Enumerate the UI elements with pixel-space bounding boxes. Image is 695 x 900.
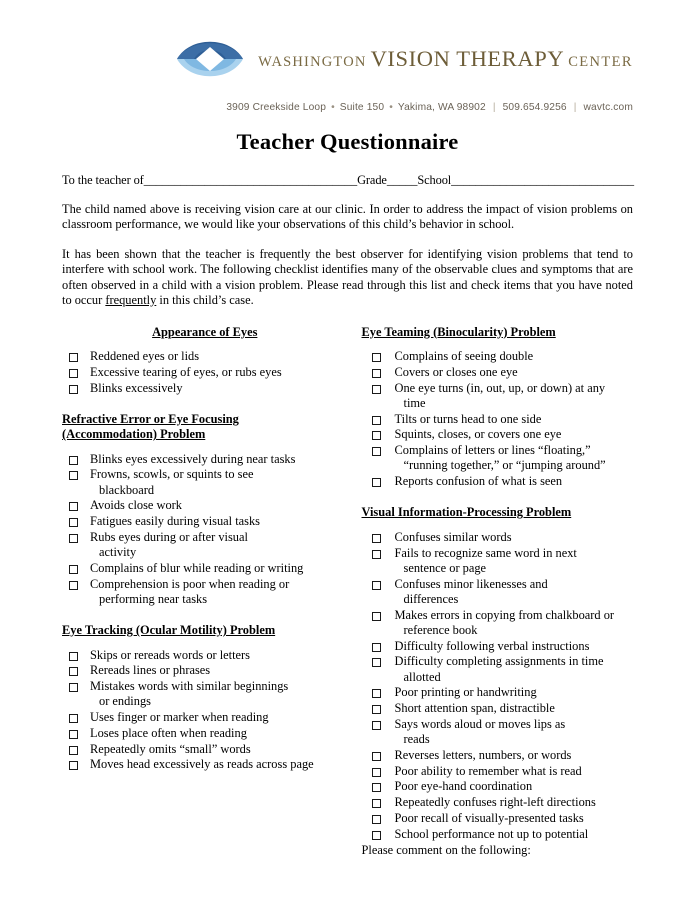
checkbox-icon[interactable] (372, 478, 381, 487)
label-grade: Grade (357, 173, 387, 187)
item-label (395, 764, 582, 779)
item-line1: Reports confusion of what is seen (394, 474, 563, 489)
item-label (90, 710, 269, 725)
list-item[interactable] (362, 779, 634, 794)
item-line1: Blinks eyes excessively during near tasks (90, 451, 296, 466)
item-line2: or endings (99, 694, 151, 709)
checkbox-icon[interactable] (372, 705, 381, 714)
list-item[interactable] (362, 654, 634, 685)
address-divider-1: | (492, 102, 496, 113)
list-item[interactable] (362, 639, 634, 654)
item-label (395, 577, 548, 608)
clinic-logo (174, 30, 633, 88)
item-line1: Reddened eyes or lids (90, 349, 200, 364)
checkbox-icon[interactable] (372, 643, 381, 652)
list-item[interactable] (362, 412, 634, 427)
section-heading-teaming: Eye Teaming (Binocularity) Problem (361, 324, 556, 339)
item-label (395, 685, 537, 700)
list-item[interactable] (62, 467, 338, 498)
checklist-appearance (62, 349, 338, 396)
checkbox-icon[interactable] (372, 534, 381, 543)
item-line1: Fatigues easily during visual tasks (90, 514, 261, 529)
item-label (90, 663, 210, 678)
checkbox-icon[interactable] (372, 431, 381, 440)
section-eye-teaming (362, 325, 634, 490)
item-label (90, 561, 303, 576)
checkbox-icon[interactable] (69, 714, 78, 723)
item-line1: One eye turns (in, out, up, or down) at any (394, 380, 606, 395)
item-line1: Avoids close work (90, 498, 182, 513)
checklist-tracking (62, 648, 338, 773)
item-line1: Repeatedly omits “small” words (90, 741, 251, 756)
checklist-left-column (62, 325, 348, 858)
checklist-refractive (62, 452, 338, 608)
address-divider-2: | (573, 102, 577, 113)
item-line1: Rereads lines or phrases (90, 663, 211, 678)
item-line2: activity (99, 545, 137, 560)
list-item[interactable] (62, 561, 338, 576)
item-label (90, 365, 282, 380)
item-label (395, 349, 534, 364)
list-item[interactable] (362, 827, 634, 842)
item-label (395, 639, 590, 654)
list-item[interactable] (62, 349, 338, 364)
checkbox-icon[interactable] (69, 730, 78, 739)
list-item[interactable] (62, 710, 338, 725)
list-item[interactable] (362, 764, 634, 779)
clinic-phone: 509.654.9256 (502, 102, 567, 113)
item-line1: Confuses similar words (394, 529, 512, 544)
eye-logo-icon (174, 30, 246, 88)
list-item[interactable] (362, 381, 634, 412)
grade-blank[interactable]: _____ (386, 173, 418, 187)
item-label (90, 349, 199, 364)
checkbox-icon[interactable] (372, 783, 381, 792)
item-line1: Complains of letters or lines “floating,” (394, 443, 591, 458)
section-heading-tracking: Eye Tracking (Ocular Motility) Problem (62, 623, 276, 638)
item-label (90, 757, 314, 772)
item-line1: Complains of seeing double (394, 349, 534, 364)
item-line2: performing near tasks (99, 591, 208, 606)
item-line2: “running together,” or “jumping around” (403, 458, 606, 473)
item-line1: Difficulty following verbal instructions (394, 638, 590, 653)
item-line1: Loses place often when reading (90, 725, 247, 740)
checkbox-icon[interactable] (372, 799, 381, 808)
intro-paragraph-2-part-a: It has been shown that the teacher is frequently the best observer for identifying vision problems that tend to interfere with school work. The following checklist identifies many of the observable clues and symptoms that are often observed in a child with a vision problem. Please read through this list and check items that you have noted to occur (62, 247, 633, 307)
item-label (90, 577, 289, 608)
item-label (395, 701, 555, 716)
item-line1: Mistakes words with similar beginnings (90, 679, 289, 693)
list-item[interactable] (62, 381, 338, 396)
section-visual-information-processing (362, 505, 634, 858)
logo-wordmark (258, 45, 633, 71)
item-line1: Poor printing or handwriting (394, 685, 537, 700)
list-item[interactable] (362, 365, 634, 380)
logo-line-center: CENTER (568, 53, 633, 70)
item-line1: Comprehension is poor when reading or (90, 576, 290, 591)
checkbox-icon[interactable] (372, 550, 381, 559)
item-label (90, 726, 247, 741)
address-city-state-zip: Yakima, WA 98902 (397, 102, 486, 113)
list-item[interactable] (362, 701, 634, 716)
item-line2: differences (403, 591, 459, 606)
checkbox-icon[interactable] (372, 752, 381, 761)
checkbox-icon[interactable] (69, 456, 78, 465)
school-blank[interactable]: ______________________________ (451, 173, 635, 187)
list-item[interactable] (62, 757, 338, 772)
item-line1: Tilts or turns head to one side (394, 411, 542, 426)
item-label (90, 498, 182, 513)
list-item[interactable] (362, 443, 634, 474)
item-line1: Difficulty completing assignments in time (394, 654, 604, 669)
item-line1: Blinks excessively (90, 380, 183, 395)
item-line2: reads (403, 732, 430, 746)
item-label (395, 779, 533, 794)
section-heading-refractive-line1: Refractive Error or Eye Focusing (62, 411, 239, 426)
section-eye-tracking (62, 623, 338, 772)
list-item[interactable] (362, 795, 634, 810)
clinic-website: wavtc.com (583, 102, 633, 113)
item-line1: Confuses minor likenesses and (394, 576, 548, 591)
checkbox-icon[interactable] (69, 746, 78, 755)
item-line1: Reverses letters, numbers, or words (394, 747, 572, 762)
list-item[interactable] (62, 498, 338, 513)
item-label (395, 427, 562, 442)
intro-paragraph-2-part-b: in this child’s case. (156, 292, 254, 307)
list-item[interactable] (362, 685, 634, 700)
list-item[interactable] (62, 742, 338, 757)
checkbox-icon[interactable] (69, 502, 78, 511)
list-item[interactable] (362, 608, 634, 639)
item-label (90, 679, 288, 710)
list-item[interactable] (362, 811, 634, 826)
emphasis-frequently: frequently (105, 292, 157, 307)
list-item[interactable] (62, 365, 338, 380)
item-line1: Excessive tearing of eyes, or rubs eyes (90, 364, 282, 379)
item-line1: Frowns, scowls, or squints to see (90, 467, 254, 482)
item-line1: Poor eye-hand coordination (394, 779, 533, 794)
closing-prompt: Please comment on the following: (361, 842, 531, 857)
item-line2: allotted (403, 669, 441, 684)
item-line2: blackboard (99, 482, 155, 497)
item-line1: School performance not up to potential (394, 826, 589, 841)
checkbox-icon[interactable] (69, 581, 78, 590)
item-label (395, 811, 584, 826)
teacher-fillin-line (62, 173, 633, 188)
label-to-the-teacher-of: To the teacher of (62, 173, 144, 187)
item-line1: Short attention span, distractible (394, 701, 555, 715)
logo-line-washington: WASHINGTON (258, 53, 367, 70)
checkbox-icon[interactable] (69, 683, 78, 692)
logo-line-vision-therapy: VISION THERAPY (370, 45, 565, 71)
list-item[interactable] (362, 530, 634, 545)
item-line1: Covers or closes one eye (394, 364, 518, 379)
address-bullet-2: • (389, 102, 393, 113)
item-label (395, 654, 604, 685)
item-line1: Uses finger or marker when reading (90, 710, 269, 724)
list-item[interactable] (362, 349, 634, 364)
address-bullet-1: • (331, 102, 335, 113)
item-line1: Repeatedly confuses right-left directions (394, 795, 596, 809)
checkbox-icon[interactable] (69, 761, 78, 770)
checkbox-icon[interactable] (372, 385, 381, 394)
item-line1: Skips or rereads words or letters (90, 647, 251, 662)
section-refractive-error (62, 412, 338, 607)
checkbox-icon[interactable] (372, 416, 381, 425)
item-label (395, 412, 542, 427)
item-label (395, 381, 606, 412)
list-item[interactable] (62, 577, 338, 608)
section-heading-processing: Visual Information-Processing Problem (361, 505, 572, 520)
checkbox-icon[interactable] (69, 369, 78, 378)
item-line1: Complains of blur while reading or writing (90, 560, 304, 575)
checkbox-icon[interactable] (69, 353, 78, 362)
checkbox-icon[interactable] (372, 831, 381, 840)
checkbox-icon[interactable] (372, 581, 381, 590)
teacher-name-blank[interactable]: ___________________________________ (143, 173, 358, 187)
item-label (90, 530, 248, 561)
section-heading-appearance: Appearance of Eyes (152, 324, 258, 339)
item-label (90, 648, 250, 663)
item-label (395, 827, 589, 842)
checkbox-icon[interactable] (372, 658, 381, 667)
list-item[interactable] (62, 514, 338, 529)
checkbox-icon[interactable] (69, 471, 78, 480)
address-bar (62, 102, 633, 113)
list-item[interactable] (62, 530, 338, 561)
intro-paragraph-1: The child named above is receiving vision care at our clinic. In order to address the impact of vision problems on classroom performance, we would like your observations of this child’s behavior in school. (62, 202, 633, 232)
checklist-teaming (362, 349, 634, 489)
list-item[interactable] (362, 577, 634, 608)
item-line1: Says words aloud or moves lips as (394, 716, 566, 731)
list-item[interactable] (362, 748, 634, 763)
list-item[interactable] (362, 546, 634, 577)
checklist-columns (62, 325, 633, 858)
checkbox-icon[interactable] (372, 369, 381, 378)
list-item[interactable] (62, 726, 338, 741)
intro-paragraph-2 (62, 247, 633, 308)
letterhead (62, 0, 633, 88)
list-item[interactable] (362, 474, 634, 489)
item-label (395, 608, 615, 639)
address-suite: Suite 150 (339, 102, 385, 113)
item-label (395, 546, 577, 577)
item-line2: reference book (403, 622, 478, 637)
item-label (395, 717, 566, 748)
item-line1: Rubs eyes during or after visual (90, 529, 248, 544)
item-line1: Poor recall of visually-presented tasks (394, 810, 584, 825)
item-line1: Poor ability to remember what is read (394, 763, 582, 778)
checkbox-icon[interactable] (372, 612, 381, 621)
item-label (90, 452, 295, 467)
item-line1: Squints, closes, or covers one eye (394, 427, 562, 442)
item-label (395, 530, 512, 545)
section-heading-refractive (62, 412, 338, 443)
item-label (90, 514, 260, 529)
item-line2: sentence or page (403, 560, 487, 575)
item-line2: time (403, 395, 426, 410)
item-label (90, 381, 183, 396)
section-heading-refractive-line2: (Accommodation) Problem (62, 427, 206, 442)
item-label (90, 742, 251, 757)
item-line1: Moves head excessively as reads across page (90, 757, 314, 772)
checklist-processing (362, 530, 634, 842)
item-label (90, 467, 254, 498)
checkbox-icon[interactable] (69, 667, 78, 676)
list-item[interactable] (62, 679, 338, 710)
address-street: 3909 Creekside Loop (226, 102, 327, 113)
checkbox-icon[interactable] (372, 689, 381, 698)
checkbox-icon[interactable] (69, 518, 78, 527)
checkbox-icon[interactable] (69, 385, 78, 394)
checklist-right-column (348, 325, 634, 858)
checkbox-icon[interactable] (372, 721, 381, 730)
list-item[interactable] (62, 648, 338, 663)
checkbox-icon[interactable] (372, 815, 381, 824)
checkbox-icon[interactable] (69, 534, 78, 543)
checkbox-icon[interactable] (372, 447, 381, 456)
checkbox-icon[interactable] (69, 652, 78, 661)
list-item[interactable] (62, 452, 338, 467)
label-school: School (417, 173, 452, 187)
list-item[interactable] (362, 427, 634, 442)
item-line1: Makes errors in copying from chalkboard or (394, 607, 615, 622)
item-label (395, 474, 563, 489)
item-label (395, 748, 572, 763)
list-item[interactable] (362, 717, 634, 748)
checkbox-icon[interactable] (372, 768, 381, 777)
item-label (395, 443, 606, 474)
item-line1: Fails to recognize same word in next (394, 545, 577, 560)
item-label (395, 365, 518, 380)
checkbox-icon[interactable] (372, 353, 381, 362)
item-label (395, 795, 596, 810)
section-appearance-of-eyes (62, 325, 338, 396)
checkbox-icon[interactable] (69, 565, 78, 574)
page-title: Teacher Questionnaire (236, 129, 459, 154)
list-item[interactable] (62, 663, 338, 678)
